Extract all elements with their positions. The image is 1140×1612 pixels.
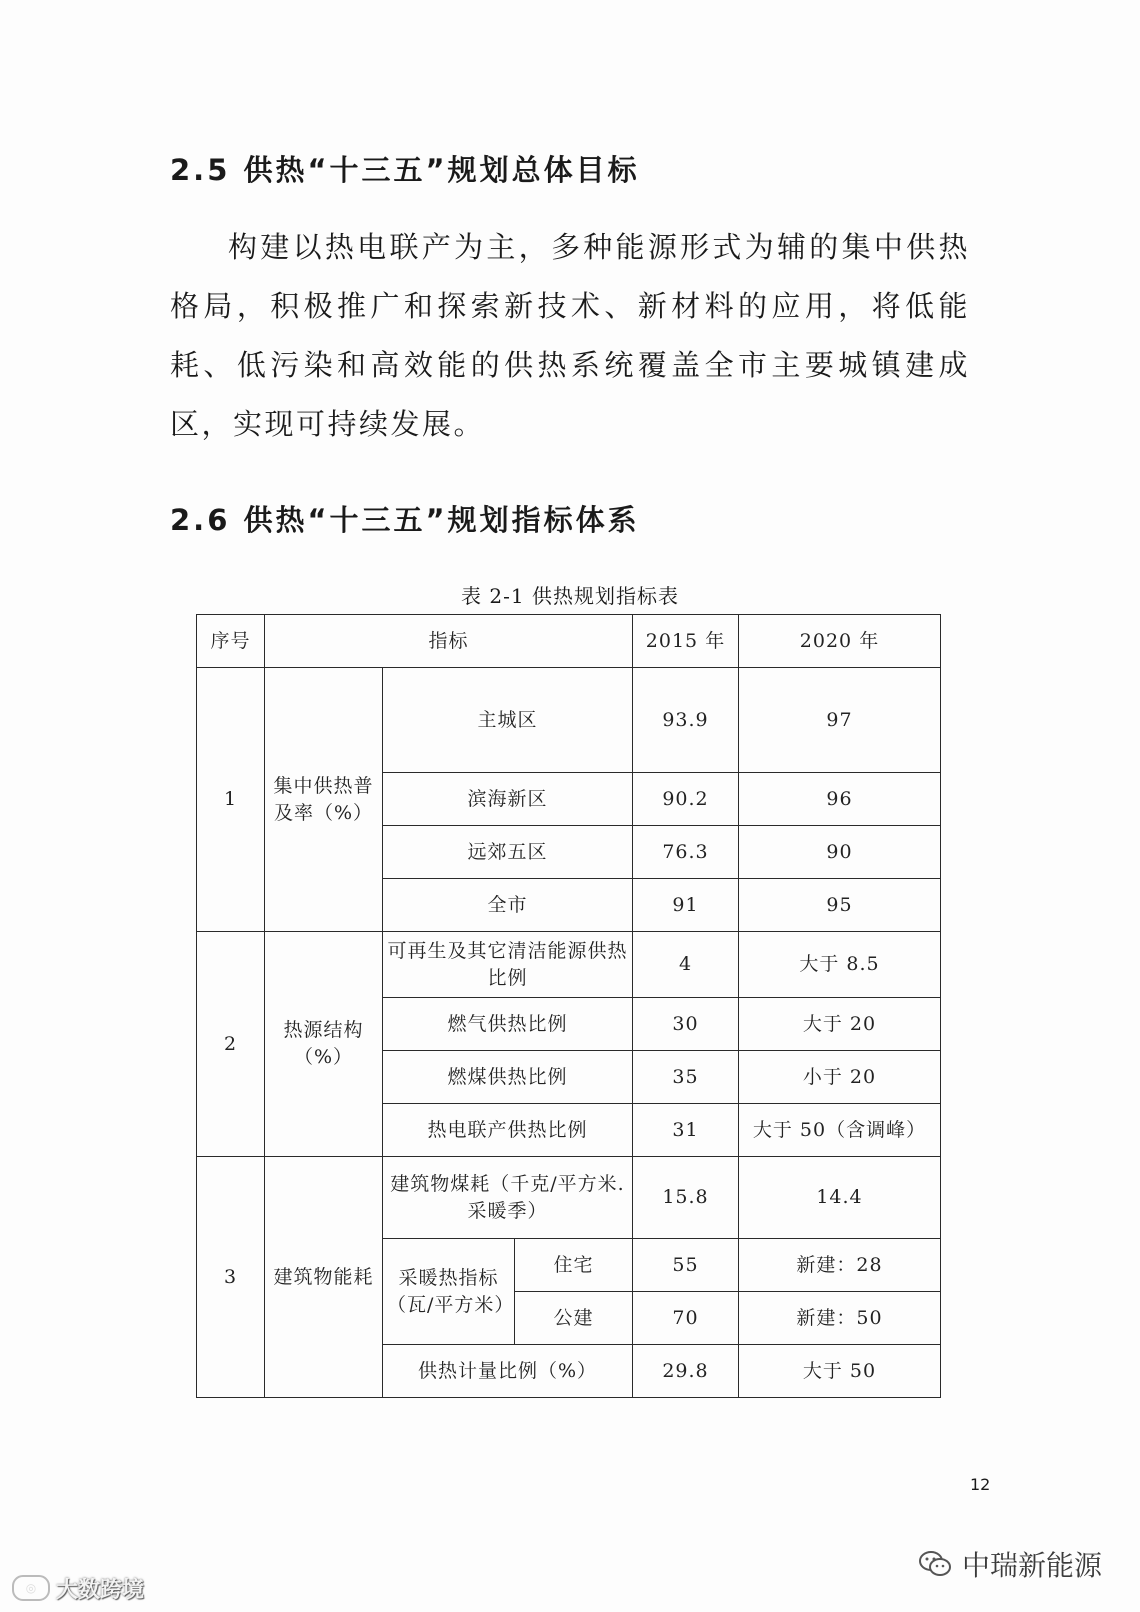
value-2020: 新建：50 bbox=[739, 1292, 941, 1345]
row-label: 滨海新区 bbox=[383, 773, 633, 826]
value-2020: 90 bbox=[739, 826, 941, 879]
value-2015: 91 bbox=[633, 879, 739, 932]
group-3-name: 建筑物能耗 bbox=[265, 1157, 383, 1398]
section-2-5-heading: 2.5 供热“十三五”规划总体目标 bbox=[170, 153, 640, 187]
value-2015: 4 bbox=[633, 932, 739, 998]
group-1-no: 1 bbox=[197, 668, 265, 932]
row-label: 公建 bbox=[515, 1292, 633, 1345]
group-3-no: 3 bbox=[197, 1157, 265, 1398]
value-2015: 15.8 bbox=[633, 1157, 739, 1239]
logo-icon: ◎ bbox=[12, 1575, 50, 1601]
value-2020: 大于 50 bbox=[739, 1345, 941, 1398]
value-2020: 97 bbox=[739, 668, 941, 773]
row-label: 供热计量比例（%） bbox=[383, 1345, 633, 1398]
value-2015: 70 bbox=[633, 1292, 739, 1345]
row-label: 建筑物煤耗（千克/平方米.采暖季） bbox=[383, 1157, 633, 1239]
header-2015: 2015 年 bbox=[633, 615, 739, 668]
value-2015: 30 bbox=[633, 998, 739, 1051]
value-2020: 95 bbox=[739, 879, 941, 932]
group-2-no: 2 bbox=[197, 932, 265, 1157]
page-number: 12 bbox=[970, 1475, 991, 1494]
value-2020: 96 bbox=[739, 773, 941, 826]
group-2-name: 热源结构（%） bbox=[265, 932, 383, 1157]
row-label: 住宅 bbox=[515, 1239, 633, 1292]
group-1-name: 集中供热普及率（%） bbox=[265, 668, 383, 932]
value-2015: 35 bbox=[633, 1051, 739, 1104]
row-label: 可再生及其它清洁能源供热比例 bbox=[383, 932, 633, 998]
watermark-left-text: 大数跨境 bbox=[56, 1577, 145, 1603]
section-2-5-paragraph: 构建以热电联产为主，多种能源形式为辅的集中供热格局，积极推广和探索新技术、新材料的应用，将低能耗、低污染和高效能的供热系统覆盖全市主要城镇建成区，实现可持续发展。 bbox=[170, 230, 970, 441]
watermark-left bbox=[12, 1572, 144, 1604]
heat-index-label: 采暖热指标（瓦/平方米） bbox=[383, 1239, 515, 1345]
heating-indicator-table bbox=[196, 614, 941, 1398]
row-label: 燃煤供热比例 bbox=[383, 1051, 633, 1104]
value-2020: 14.4 bbox=[739, 1157, 941, 1239]
row-label: 全市 bbox=[383, 879, 633, 932]
header-2020: 2020 年 bbox=[739, 615, 941, 668]
value-2020: 大于 50（含调峰） bbox=[739, 1104, 941, 1157]
value-2020: 大于 8.5 bbox=[739, 932, 941, 998]
value-2015: 93.9 bbox=[633, 668, 739, 773]
value-2015: 90.2 bbox=[633, 773, 739, 826]
row-label: 热电联产供热比例 bbox=[383, 1104, 633, 1157]
row-label: 远郊五区 bbox=[383, 826, 633, 879]
table-header-row bbox=[197, 615, 941, 668]
table-caption: 表 2-1 供热规划指标表 bbox=[461, 584, 679, 608]
table-row bbox=[197, 668, 941, 773]
watermark-right-text: 中瑞新能源 bbox=[962, 1549, 1103, 1582]
section-2-6-heading: 2.6 供热“十三五”规划指标体系 bbox=[170, 503, 640, 537]
header-indicator: 指标 bbox=[265, 615, 633, 668]
row-label: 主城区 bbox=[383, 668, 633, 773]
wechat-icon bbox=[918, 1549, 952, 1579]
value-2015: 76.3 bbox=[633, 826, 739, 879]
value-2020: 小于 20 bbox=[739, 1051, 941, 1104]
row-label: 燃气供热比例 bbox=[383, 998, 633, 1051]
header-no: 序号 bbox=[197, 615, 265, 668]
value-2020: 大于 20 bbox=[739, 998, 941, 1051]
value-2015: 55 bbox=[633, 1239, 739, 1292]
value-2015: 31 bbox=[633, 1104, 739, 1157]
table-row bbox=[197, 1157, 941, 1239]
value-2015: 29.8 bbox=[633, 1345, 739, 1398]
table-row bbox=[197, 932, 941, 998]
value-2020: 新建：28 bbox=[739, 1239, 941, 1292]
watermark-right bbox=[918, 1544, 1102, 1584]
